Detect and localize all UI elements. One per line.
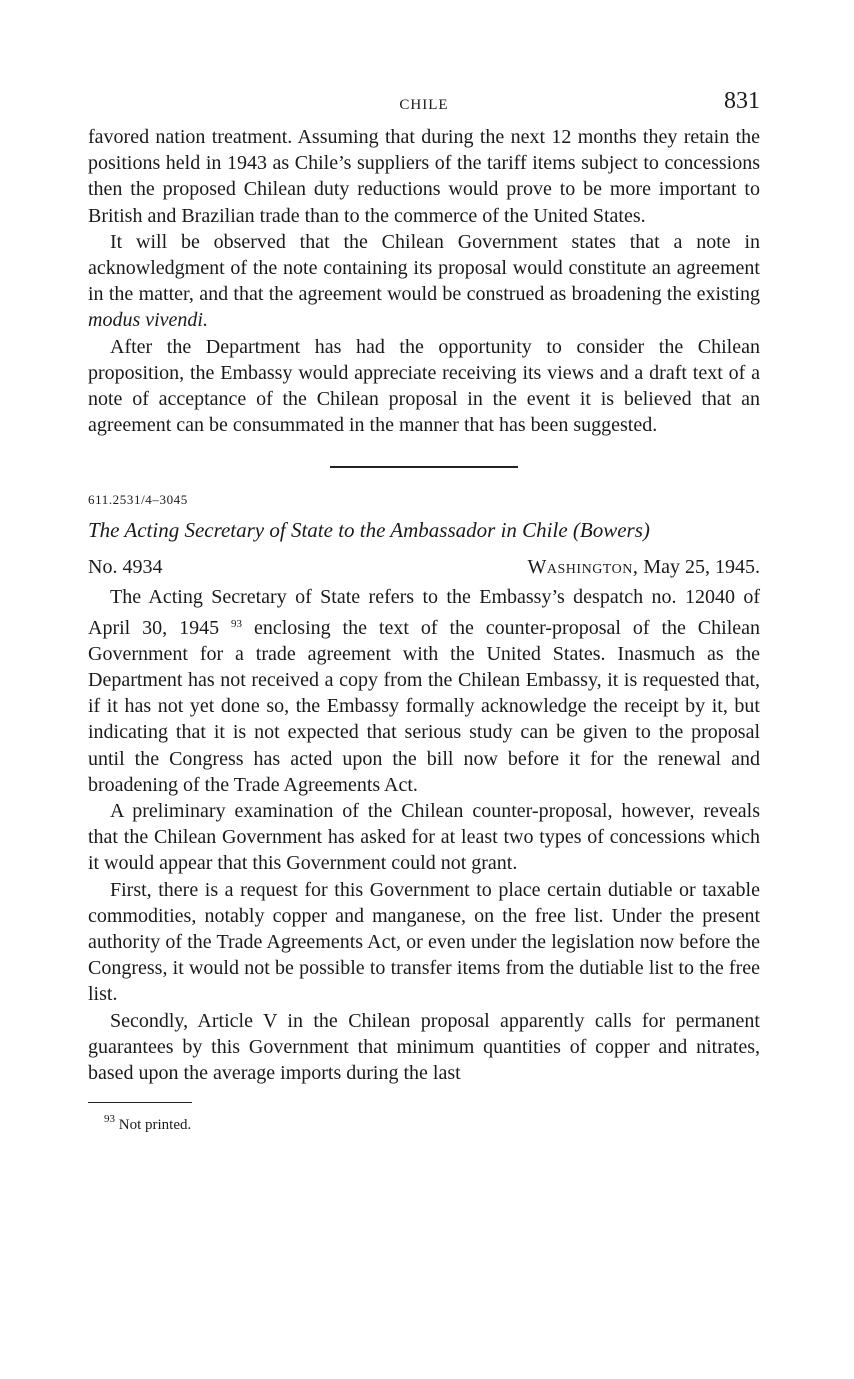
footnote-marker: 93 bbox=[104, 1113, 115, 1126]
date: May 25, 1945. bbox=[643, 556, 760, 579]
paragraph-department-views: After the Department has had the opportunity to consider the Chilean proposition, the Embassy would appreciate receiving its views and a draft text of a note of acceptance of the Chilean proposal in the event it is believed that an agreement can be consummated in the manner that has been suggested. bbox=[88, 335, 760, 437]
running-head: CHILE bbox=[399, 97, 449, 113]
footnote-rule bbox=[88, 1102, 192, 1103]
place: Washington, bbox=[527, 556, 639, 579]
document-page bbox=[88, 88, 760, 1134]
paragraph-continuation: favored nation treatment. Assuming that during the next 12 months they retain the positions held in 1943 as Chile’s suppliers of the tariff items subject to concessions then the proposed Chilean duty reductions would prove to be more important to British and Brazilian trade than to the commerce of the United States. bbox=[88, 126, 760, 227]
document-title: The Acting Secretary of State to the Ambassador in Chile (Bowers) bbox=[88, 518, 650, 543]
paragraph-agreement-text: It will be observed that the Chilean Government states that a note in acknowledgment of the note containing its proposal would constitute an agreement in the matter, and that the agreement would be construed as broadening the existing bbox=[88, 230, 760, 306]
paragraph-first-request: First, there is a request for this Government to place certain dutiable or taxable commodities, notably copper and manganese, on the free list. Under the present authority of the Trade Agreements Act, or even under the legislation now before the Congress, it would not be possible to transfer items from the dutiable list to the free list. bbox=[88, 878, 760, 1006]
footnote-text: Not printed. bbox=[118, 1117, 192, 1134]
place-date bbox=[528, 554, 760, 580]
paragraph-second-request: Secondly, Article V in the Chilean proposal apparently calls for permanent guarantees by this Government that minimum quantities of copper and nitrates, based upon the average imports during the last bbox=[88, 1009, 760, 1085]
page-number: 831 bbox=[724, 88, 760, 114]
despatch-text-start: The Acting Secretary of State refers to the Embassy’s despatch no. 12040 of April 30, 1945 bbox=[88, 586, 760, 639]
page-header bbox=[88, 88, 760, 124]
despatch-text-end: enclosing the text of the counter-proposal of the Chilean Government for a trade agreement with the United States. Inasmuch as the Department has not received a copy from the Chilean Embassy, it is requested that, if it has not yet done so, the Embassy formally acknowledge the receipt by it, but indicating that it is not expected that serious study can be given to the proposal until the Congress has acted upon the bill now before it for the renewal and broadening of the Trade Agreements Act. bbox=[88, 616, 761, 796]
section-divider bbox=[330, 466, 518, 468]
footnote bbox=[88, 1113, 760, 1134]
footnote-reference: 93 bbox=[231, 617, 243, 630]
dateline bbox=[88, 554, 760, 580]
paragraph-agreement-note bbox=[88, 229, 760, 334]
paragraph-despatch bbox=[88, 584, 760, 798]
paragraph-preliminary-examination: A preliminary examination of the Chilean counter-proposal, however, reveals that the Chilean Government has asked for at least two types of concessions which it would appear that this Government could not grant. bbox=[88, 800, 760, 875]
modus-vivendi-term: modus vivendi. bbox=[88, 309, 208, 332]
document-number: No. 4934 bbox=[88, 556, 163, 579]
file-number: 611.2531/4–3045 bbox=[88, 492, 188, 508]
